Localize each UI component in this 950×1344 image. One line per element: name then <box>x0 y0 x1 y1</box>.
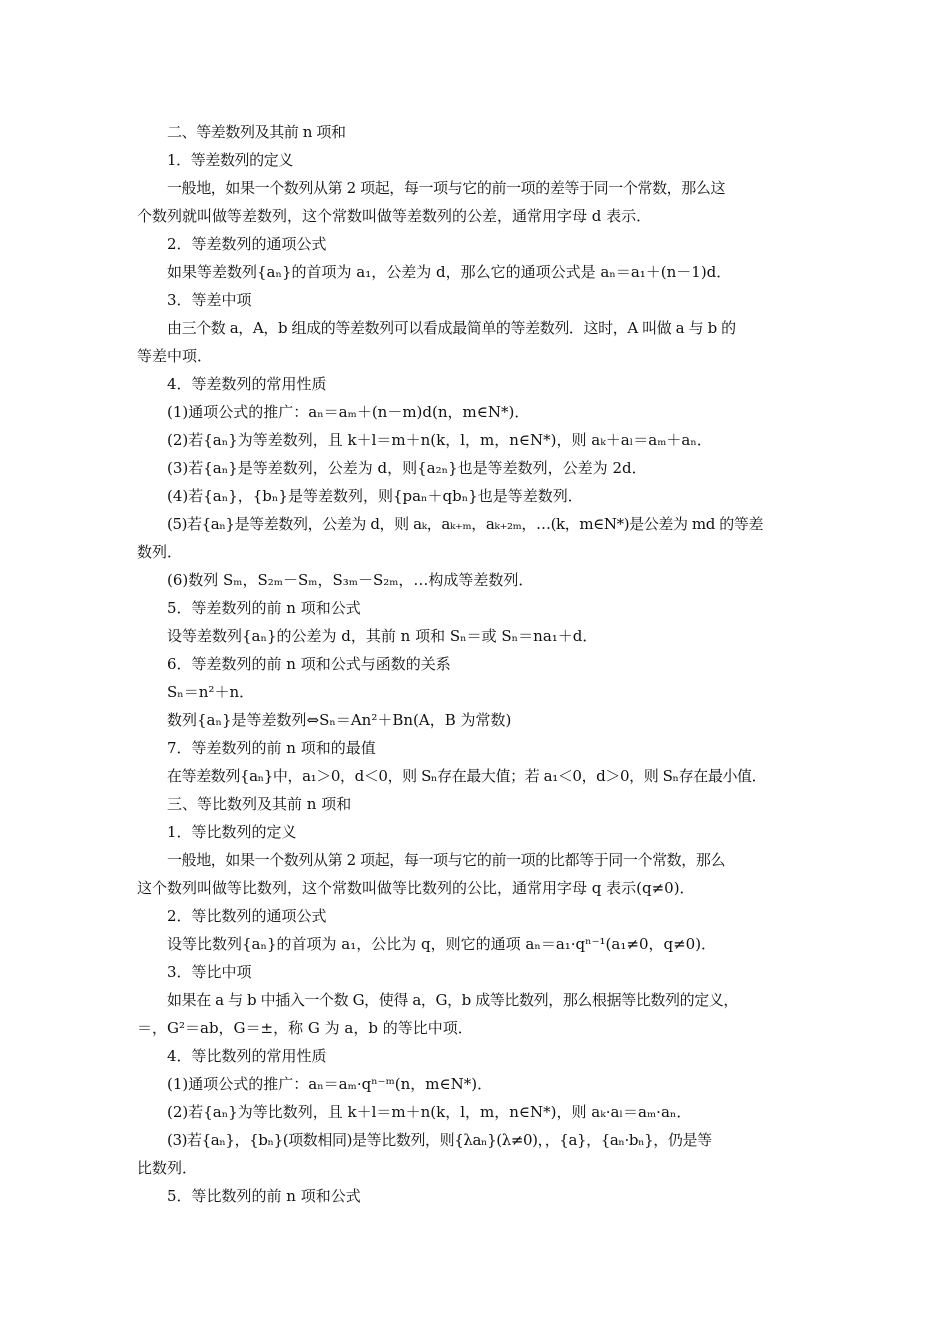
text-line: (5)若{aₙ}是等差数列，公差为 d，则 aₖ，aₖ₊ₘ，aₖ₊₂ₘ，…(k，m∈N*)是公差为 md 的等差 <box>167 515 764 533</box>
text-line: 二、等差数列及其前 n 项和 <box>167 123 346 141</box>
text-line: (2)若{aₙ}为等比数列，且 k＋l＝m＋n(k，l，m，n∈N*)，则 aₖ·aₗ＝aₘ·aₙ． <box>167 1103 692 1121</box>
text-line: 2．等差数列的通项公式 <box>167 235 327 253</box>
text-line: 7．等差数列的前 n 项和的最值 <box>167 739 376 757</box>
text-line: 一般地，如果一个数列从第 2 项起，每一项与它的前一项的比都等于同一个常数，那么 <box>167 851 726 869</box>
text-line: 一般地，如果一个数列从第 2 项起，每一项与它的前一项的差等于同一个常数，那么这 <box>167 179 726 197</box>
text-line: 1．等比数列的定义 <box>167 823 297 841</box>
text-line: 这个数列叫做等比数列，这个常数叫做等比数列的公比，通常用字母 q 表示(q≠0)． <box>137 879 695 897</box>
text-line: 4．等差数列的常用性质 <box>167 375 327 393</box>
text-line: 5．等比数列的前 n 项和公式 <box>167 1187 361 1205</box>
text-line: (3)若{aₙ}是等差数列，公差为 d，则{a₂ₙ}也是等差数列，公差为 2d． <box>167 459 647 477</box>
text-line: 5．等差数列的前 n 项和公式 <box>167 599 361 617</box>
text-line: 如果等差数列{aₙ}的首项为 a₁，公差为 d，那么它的通项公式是 aₙ＝a₁＋(n－1)d． <box>167 263 732 281</box>
text-line: 比数列． <box>137 1159 198 1177</box>
document-body <box>137 118 817 1210</box>
text-line: (6)数列 Sₘ，S₂ₘ－Sₘ，S₃ₘ－S₂ₘ，…构成等差数列． <box>167 571 534 589</box>
text-line: (1)通项公式的推广：aₙ＝aₘ·qⁿ⁻ᵐ(n，m∈N*)． <box>167 1075 493 1093</box>
text-line: (1)通项公式的推广：aₙ＝aₘ＋(n－m)d(n，m∈N*)． <box>167 403 530 421</box>
text-line: 3．等差中项 <box>167 291 252 309</box>
text-line: 由三个数 a，A，b 组成的等差数列可以看成最简单的等差数列．这时，A 叫做 a 与 b 的 <box>167 319 736 337</box>
text-line: 如果在 a 与 b 中插入一个数 G，使得 a，G，b 成等比数列，那么根据等比数列的定义， <box>167 991 739 1009</box>
text-line: 4．等比数列的常用性质 <box>167 1047 327 1065</box>
text-line: 个数列就叫做等差数列，这个常数叫做等差数列的公差，通常用字母 d 表示． <box>137 207 652 225</box>
text-line: 设等比数列{aₙ}的首项为 a₁，公比为 q，则它的通项 aₙ＝a₁·qⁿ⁻¹(a₁≠0，q≠0)． <box>167 935 717 953</box>
text-line: (3)若{aₙ}，{bₙ}(项数相同)是等比数列，则{λaₙ}(λ≠0)，，{a}，{aₙ·bₙ}，仍是等 <box>167 1131 712 1149</box>
text-line: 3．等比中项 <box>167 963 252 981</box>
text-line: 数列{aₙ}是等差数列⇔Sₙ＝An²＋Bn(A，B 为常数) <box>167 711 512 729</box>
text-line: 2．等比数列的通项公式 <box>167 907 327 925</box>
text-line: 等差中项． <box>137 347 213 365</box>
text-line: 三、等比数列及其前 n 项和 <box>167 795 352 813</box>
text-line: (2)若{aₙ}为等差数列，且 k＋l＝m＋n(k，l，m，n∈N*)，则 aₖ＋aₗ＝aₘ＋aₙ． <box>167 431 712 449</box>
text-line: (4)若{aₙ}，{bₙ}是等差数列，则{paₙ＋qbₙ}也是等差数列． <box>167 487 583 505</box>
text-line: 数列． <box>137 543 183 561</box>
text-line: 设等差数列{aₙ}的公差为 d，其前 n 项和 Sₙ＝或 Sₙ＝na₁＋d． <box>167 627 598 645</box>
text-line: ＝，G²＝ab，G＝±，称 G 为 a，b 的等比中项． <box>137 1019 473 1037</box>
text-line: Sₙ＝n²＋n． <box>167 683 255 701</box>
text-line: 1．等差数列的定义 <box>167 151 293 169</box>
text-line: 6．等差数列的前 n 项和公式与函数的关系 <box>167 655 451 673</box>
text-line: 在等差数列{aₙ}中，a₁＞0，d＜0，则 Sₙ存在最大值；若 a₁＜0，d＞0，则 Sₙ存在最小值． <box>167 767 767 785</box>
